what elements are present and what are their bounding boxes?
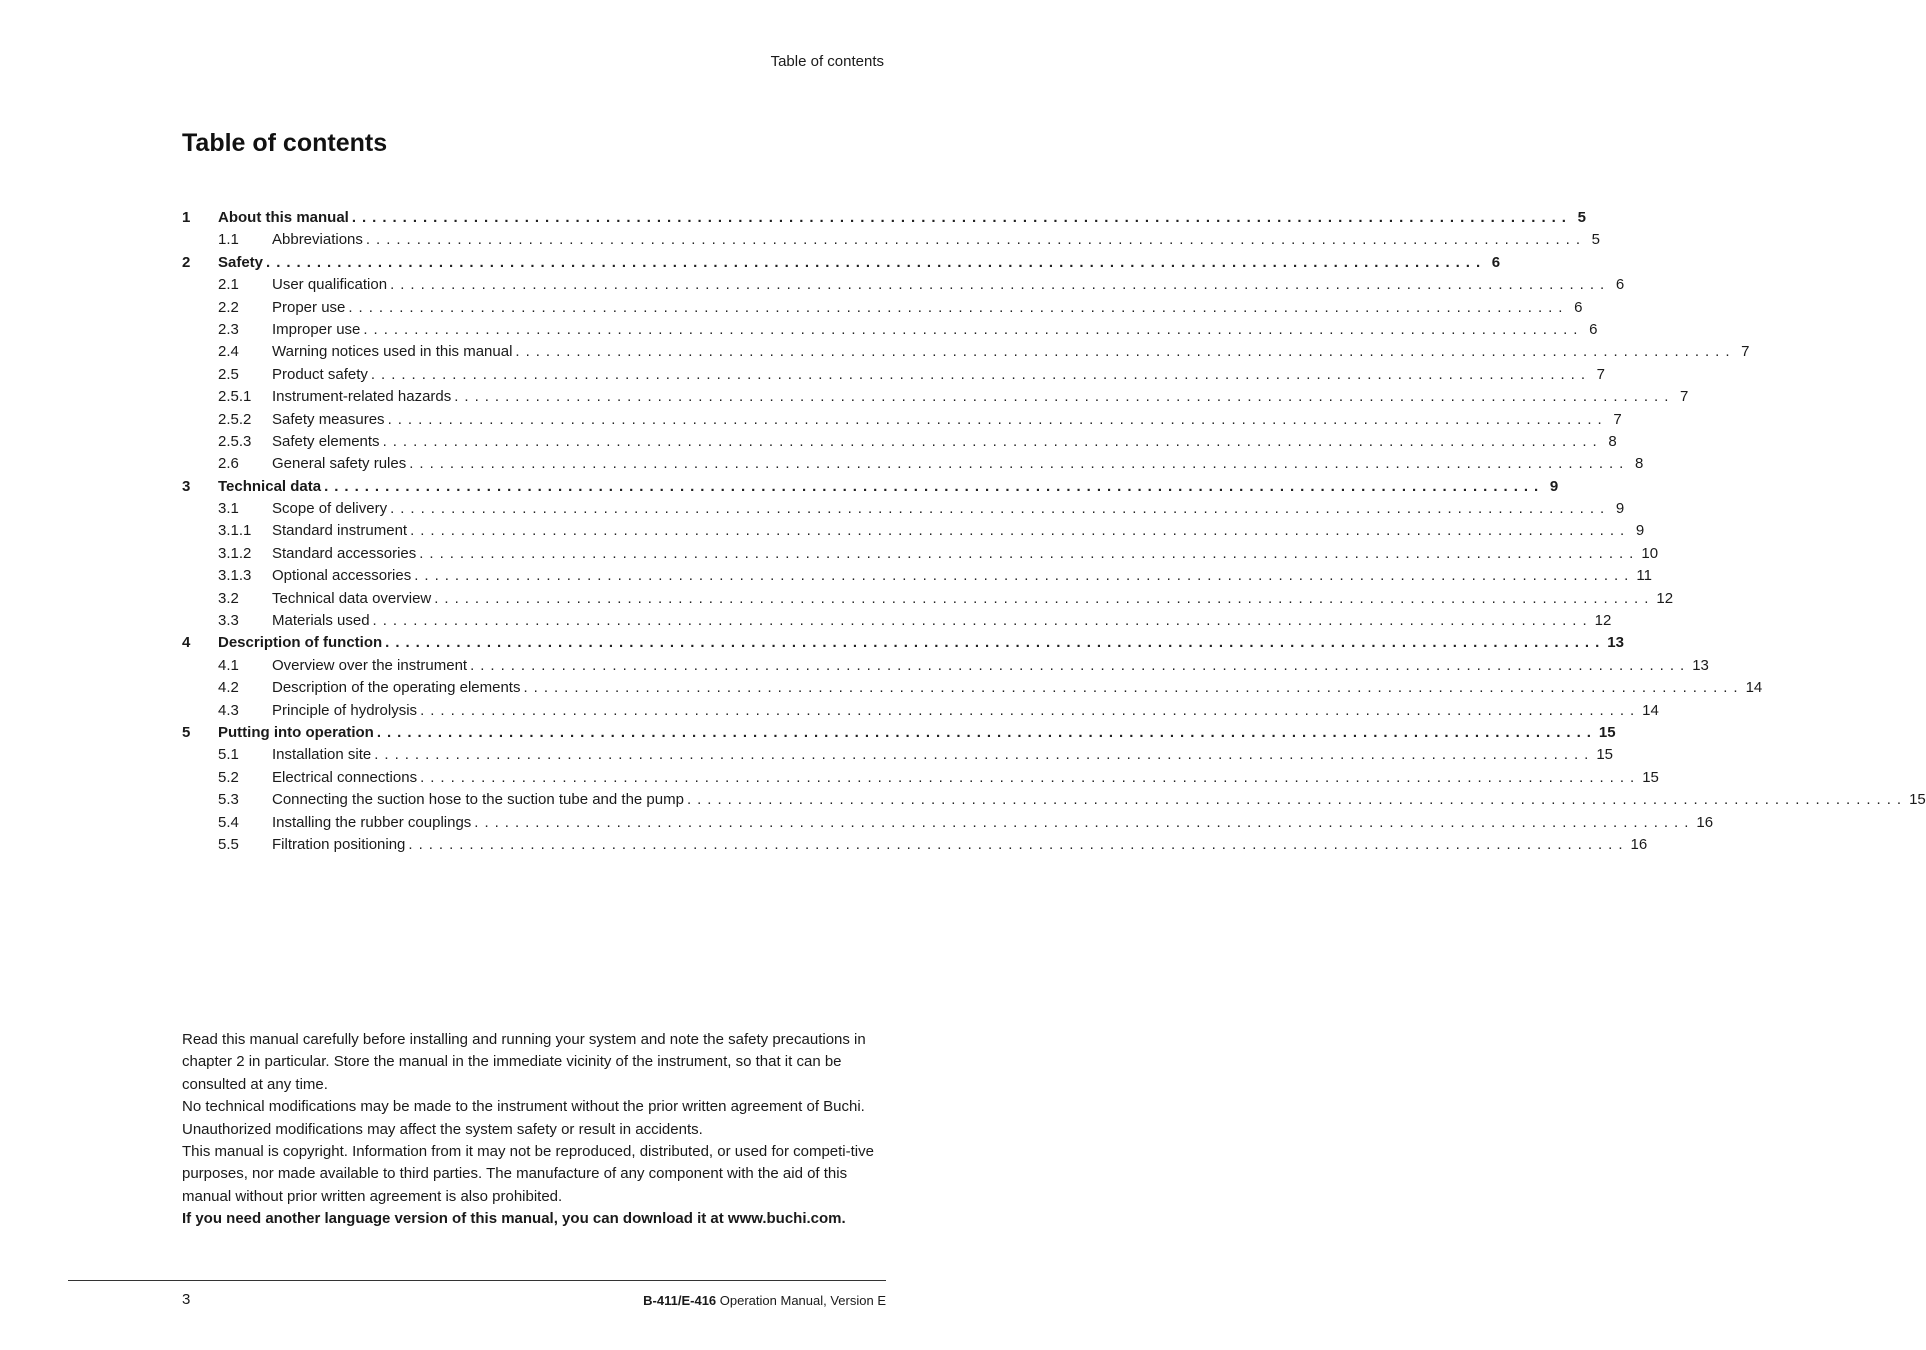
toc-entry-page: 7	[1741, 343, 1750, 361]
toc-dot-leader: ........................................................................................................................	[351, 209, 1572, 226]
toc-dot-leader: ........................................................................................................................	[410, 522, 1631, 540]
toc-dot-leader: ........................................................................................................................	[390, 276, 1611, 294]
toc-dot-leader: ........................................................................................................................	[376, 723, 1597, 741]
toc-entry-page: 12	[1656, 589, 1674, 607]
footer-doc-title: Operation Manual, Version E	[716, 1293, 886, 1308]
toc-entry-page: 15	[1596, 746, 1614, 764]
toc-entry-title: Principle of hydrolysis	[272, 701, 418, 719]
toc-entry-title: Technical data overview	[272, 589, 432, 607]
toc-section-row[interactable]	[182, 655, 1709, 677]
toc-entry-page: 15	[1909, 791, 1926, 809]
toc-entry-title: Materials used	[272, 612, 370, 630]
toc-section-row[interactable]	[182, 229, 1600, 251]
footer-model: B-411/E-416	[643, 1293, 717, 1308]
toc-entry-title: Optional accessories	[272, 567, 412, 585]
toc-entry-number: 3.3	[218, 612, 239, 630]
toc-entry-number: 3.1.2	[218, 544, 252, 562]
toc-dot-leader: ........................................................................................................................	[409, 455, 1630, 473]
toc-section-row[interactable]	[182, 409, 1622, 431]
toc-chapter-row[interactable]	[182, 632, 1624, 654]
toc-entry-number: 2.5.1	[218, 388, 252, 406]
toc-entry-page: 8	[1608, 432, 1617, 450]
toc-chapter-row[interactable]	[182, 476, 1559, 498]
toc-entry-title: Technical data	[218, 477, 322, 495]
toc-section-row[interactable]	[182, 588, 1674, 610]
toc-entry-page: 6	[1491, 253, 1501, 271]
toc-entry-title: Safety elements	[272, 432, 380, 450]
toc-entry-title: Description of the operating elements	[272, 679, 521, 697]
toc-entry-number: 4.3	[218, 701, 239, 719]
toc-dot-leader: ........................................................................................................................	[414, 567, 1635, 585]
notice-paragraph-modifications: No technical modifications may be made to the instrument without the prior written agreement of Buchi. Unauthorized modifications may affect the system safety or result in accidents.	[182, 1098, 865, 1138]
toc-dot-leader: ........................................................................................................................	[474, 813, 1695, 831]
notice-text	[182, 1029, 888, 1231]
toc-dot-leader: ........................................................................................................................	[408, 835, 1629, 853]
toc-section-row[interactable]	[182, 744, 1614, 766]
toc-section-row[interactable]	[182, 364, 1605, 386]
toc-entry-number: 2.4	[218, 343, 239, 361]
footer-document-title	[643, 1293, 886, 1308]
toc-entry-number: 3	[182, 477, 191, 495]
toc-dot-leader: ........................................................................................................................	[390, 500, 1611, 518]
toc-entry-title: Scope of delivery	[272, 500, 388, 518]
toc-section-row[interactable]	[182, 453, 1644, 475]
notice-paragraph-copyright: This manual is copyright. Information from it may not be reproduced, distributed, or used for competi-tive purposes, nor made available to third parties. The manufacture of any component with the aid of this manual without prior written agreement is also prohibited.	[182, 1143, 874, 1205]
toc-section-row[interactable]	[182, 341, 1750, 363]
toc-section-row[interactable]	[182, 834, 1648, 856]
toc-dot-leader: ........................................................................................................................	[387, 410, 1608, 428]
toc-entry-page: 10	[1641, 544, 1659, 562]
table-of-contents	[182, 207, 1926, 856]
toc-entry-number: 5.5	[218, 835, 239, 853]
toc-section-row[interactable]	[182, 319, 1598, 341]
toc-dot-leader: ........................................................................................................................	[523, 679, 1744, 697]
toc-entry-number: 2.1	[218, 276, 239, 294]
toc-section-row[interactable]	[182, 789, 1926, 811]
toc-entry-page: 14	[1642, 701, 1659, 719]
toc-entry-number: 4.1	[218, 656, 239, 674]
toc-entry-title: Connecting the suction hose to the suction tube and the pump	[272, 791, 684, 809]
toc-section-row[interactable]	[182, 520, 1645, 542]
running-header: Table of contents	[770, 53, 884, 70]
toc-chapter-row[interactable]	[182, 722, 1616, 744]
toc-entry-page: 6	[1615, 276, 1625, 294]
toc-entry-title: Warning notices used in this manual	[272, 343, 513, 361]
toc-dot-leader: ........................................................................................................................	[454, 388, 1675, 406]
toc-entry-title: General safety rules	[272, 455, 407, 473]
toc-entry-number: 2.5.3	[218, 432, 252, 450]
notice-paragraph-language: If you need another language version of this manual, you can download it at www.buchi.com.	[182, 1210, 846, 1228]
toc-entry-number: 5.1	[218, 746, 239, 764]
toc-section-row[interactable]	[182, 543, 1659, 565]
toc-entry-title: About this manual	[218, 209, 349, 226]
toc-entry-title: Overview over the instrument	[272, 656, 468, 674]
toc-entry-title: Installation site	[272, 746, 372, 764]
toc-dot-leader: ........................................................................................................................	[420, 701, 1641, 719]
toc-dot-leader: ........................................................................................................................	[382, 432, 1603, 450]
toc-entry-page: 12	[1594, 612, 1612, 630]
toc-section-row[interactable]	[182, 274, 1625, 296]
toc-entry-page: 14	[1745, 679, 1763, 697]
toc-entry-page: 13	[1607, 634, 1624, 652]
toc-chapter-row[interactable]	[182, 252, 1501, 274]
page-number: 3	[182, 1291, 191, 1308]
toc-section-row[interactable]	[182, 431, 1617, 453]
toc-entry-number: 2.2	[218, 298, 239, 316]
toc-entry-page: 13	[1692, 656, 1709, 674]
toc-entry-number: 2.6	[218, 455, 239, 473]
toc-entry-title: Improper use	[272, 320, 361, 338]
toc-entry-number: 4.2	[218, 679, 239, 697]
toc-dot-leader: ........................................................................................................................	[420, 768, 1641, 786]
toc-section-row[interactable]	[182, 610, 1612, 632]
toc-entry-page: 16	[1630, 835, 1648, 853]
toc-entry-number: 2.3	[218, 320, 239, 338]
toc-entry-title: Product safety	[272, 365, 368, 383]
toc-entry-page: 9	[1549, 477, 1559, 495]
toc-entry-title: Filtration positioning	[272, 835, 406, 853]
toc-entry-number: 2.5	[218, 365, 239, 383]
toc-entry-title: Standard accessories	[272, 544, 417, 562]
toc-dot-leader: ........................................................................................................................	[470, 656, 1691, 674]
toc-section-row[interactable]	[182, 677, 1763, 699]
toc-entry-title: Proper use	[272, 298, 346, 316]
toc-entry-page: 6	[1574, 298, 1583, 316]
toc-entry-title: User qualification	[272, 276, 388, 294]
toc-entry-page: 7	[1680, 388, 1689, 406]
toc-entry-number: 1	[182, 209, 191, 226]
toc-dot-leader: ........................................................................................................................	[419, 544, 1640, 562]
toc-entry-number: 1.1	[218, 231, 239, 249]
toc-entry-number: 4	[182, 634, 191, 652]
toc-entry-title: Description of function	[218, 634, 383, 652]
toc-entry-number: 3.1.3	[218, 567, 252, 585]
toc-entry-title: Electrical connections	[272, 768, 418, 786]
toc-entry-number: 5	[182, 723, 191, 741]
toc-section-row[interactable]	[182, 498, 1625, 520]
toc-dot-leader: ........................................................................................................................	[365, 231, 1586, 249]
toc-dot-leader: ........................................................................................................................	[374, 746, 1595, 764]
toc-section-row[interactable]	[182, 767, 1659, 789]
toc-entry-title: Abbreviations	[272, 231, 363, 249]
toc-entry-title: Safety	[218, 253, 264, 271]
toc-entry-number: 5.2	[218, 768, 239, 786]
toc-entry-number: 3.2	[218, 589, 239, 607]
toc-entry-title: Putting into operation	[218, 723, 374, 741]
toc-entry-page: 15	[1598, 723, 1616, 741]
toc-entry-title: Instrument-related hazards	[272, 388, 452, 406]
toc-section-row[interactable]	[182, 812, 1714, 834]
toc-entry-title: Safety measures	[272, 410, 385, 428]
footer-divider	[68, 1280, 886, 1281]
toc-chapter-row[interactable]	[182, 207, 1586, 229]
toc-section-row[interactable]	[182, 565, 1652, 587]
toc-entry-page: 15	[1642, 768, 1659, 786]
toc-entry-number: 3.1.1	[218, 522, 252, 540]
toc-entry-number: 3.1	[218, 500, 239, 518]
toc-dot-leader: ........................................................................................................................	[372, 612, 1593, 630]
toc-entry-number: 2	[182, 253, 191, 271]
toc-entry-page: 16	[1696, 813, 1714, 831]
toc-entry-page: 5	[1577, 209, 1586, 226]
toc-entry-page: 11	[1636, 567, 1652, 585]
toc-dot-leader: ........................................................................................................................	[370, 365, 1591, 383]
toc-entry-number: 2.5.2	[218, 410, 252, 428]
toc-section-row[interactable]	[182, 386, 1689, 408]
toc-entry-page: 9	[1615, 500, 1625, 518]
toc-dot-leader: ........................................................................................................................	[434, 589, 1655, 607]
toc-dot-leader: ........................................................................................................................	[515, 343, 1736, 361]
toc-dot-leader: ........................................................................................................................	[324, 477, 1545, 495]
toc-entry-page: 8	[1635, 455, 1644, 473]
toc-dot-leader: ........................................................................................................................	[266, 253, 1487, 271]
toc-entry-number: 5.3	[218, 791, 239, 809]
toc-entry-title: Standard instrument	[272, 522, 408, 540]
toc-section-row[interactable]	[182, 297, 1583, 319]
toc-entry-number: 5.4	[218, 813, 239, 831]
toc-dot-leader: ........................................................................................................................	[348, 298, 1569, 316]
notice-paragraph-reading: Read this manual carefully before installing and running your system and note the safety precautions in chapter 2 in particular. Store the manual in the immediate vicinity of the instrument, so that it can be consulted at any time.	[182, 1031, 866, 1093]
toc-entry-page: 7	[1613, 410, 1622, 428]
toc-entry-page: 7	[1596, 365, 1605, 383]
toc-section-row[interactable]	[182, 700, 1659, 722]
toc-entry-page: 9	[1635, 522, 1645, 540]
toc-entry-page: 6	[1589, 320, 1598, 338]
toc-dot-leader: ........................................................................................................................	[363, 320, 1584, 338]
toc-dot-leader: ........................................................................................................................	[686, 791, 1908, 809]
page-title: Table of contents	[182, 129, 388, 157]
toc-dot-leader: ........................................................................................................................	[385, 634, 1606, 652]
toc-entry-page: 5	[1591, 231, 1600, 249]
toc-entry-title: Installing the rubber couplings	[272, 813, 472, 831]
